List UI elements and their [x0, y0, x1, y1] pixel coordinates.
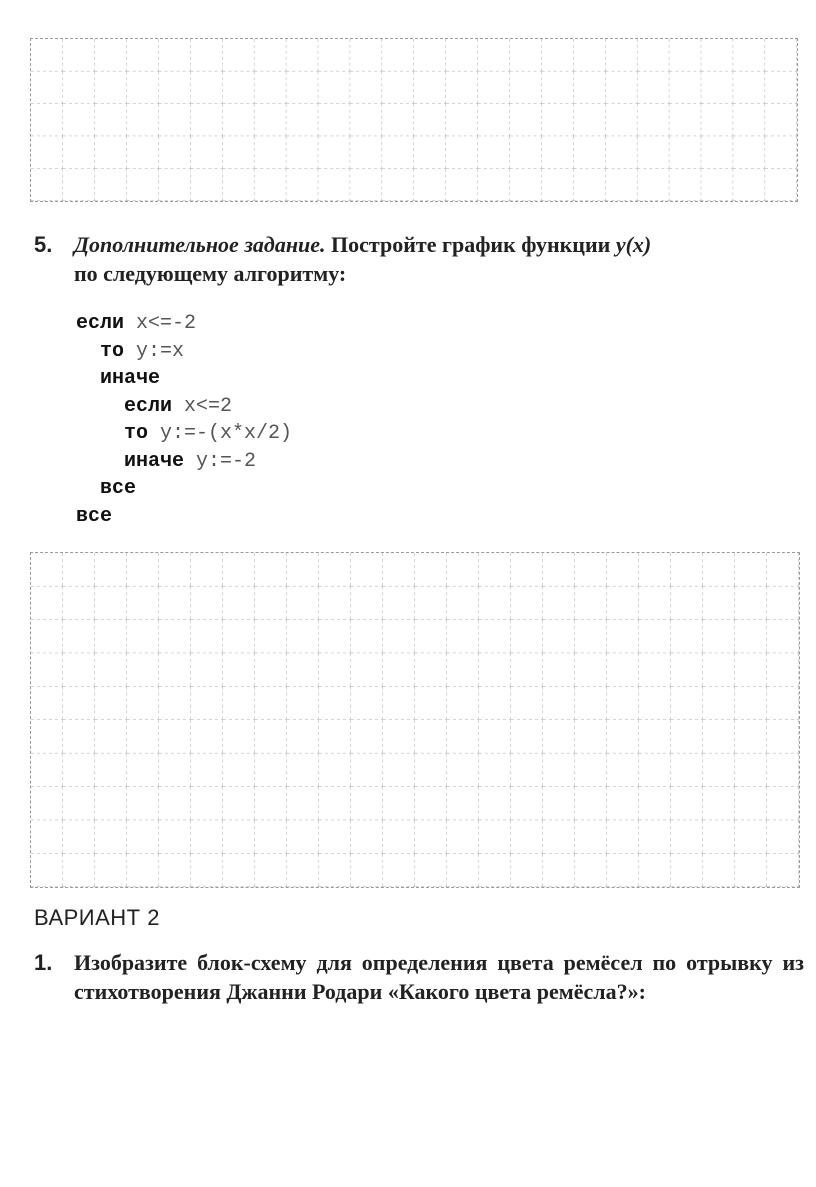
- code-line: [76, 365, 292, 393]
- task-5-number: 5.: [34, 232, 53, 257]
- graph-paper-bottom: [30, 552, 800, 888]
- code-expression: y:=x: [124, 339, 185, 363]
- code-keyword: то: [100, 339, 125, 363]
- code-line: [76, 475, 292, 503]
- task-5-function: y(x): [615, 232, 652, 257]
- code-line: [76, 393, 292, 421]
- task-5-text-line2: по следующему алгоритму:: [74, 261, 347, 286]
- task-5-text-line1: Постройте график функции: [325, 232, 616, 257]
- code-expression: y:=-(x*x/2): [148, 422, 293, 445]
- code-line: [76, 448, 292, 476]
- algorithm-code: [76, 310, 292, 530]
- code-line: [76, 310, 292, 338]
- variant-heading: ВАРИАНТ 2: [34, 905, 160, 930]
- task-5: [34, 230, 804, 288]
- graph-paper-top-lines: [31, 39, 797, 201]
- code-expression: x<=-2: [124, 312, 197, 335]
- code-keyword: иначе: [100, 367, 161, 390]
- code-line: [76, 338, 292, 366]
- code-line: [76, 420, 292, 448]
- code-expression: x<=2: [172, 394, 233, 418]
- code-keyword: все: [76, 504, 113, 528]
- code-keyword: иначе: [124, 449, 185, 473]
- task-5-label: Дополнительное задание.: [74, 232, 326, 257]
- task-5-text: [74, 230, 804, 288]
- graph-paper-top: [30, 38, 798, 202]
- task-1: [34, 948, 804, 1006]
- task-1-number: 1.: [34, 950, 53, 975]
- code-keyword: если: [124, 394, 173, 418]
- code-keyword: если: [76, 312, 125, 335]
- code-line: [76, 503, 292, 531]
- code-keyword: то: [124, 422, 149, 445]
- code-keyword: все: [100, 477, 137, 500]
- graph-paper-bottom-lines: [31, 553, 799, 887]
- task-1-text: Изобразите блок-схему для определения цвета ремёсел по отрывку из стихотворения Джанни Родари «Какого цвета ремёсла?»:: [74, 950, 804, 1004]
- code-expression: y:=-2: [184, 449, 257, 473]
